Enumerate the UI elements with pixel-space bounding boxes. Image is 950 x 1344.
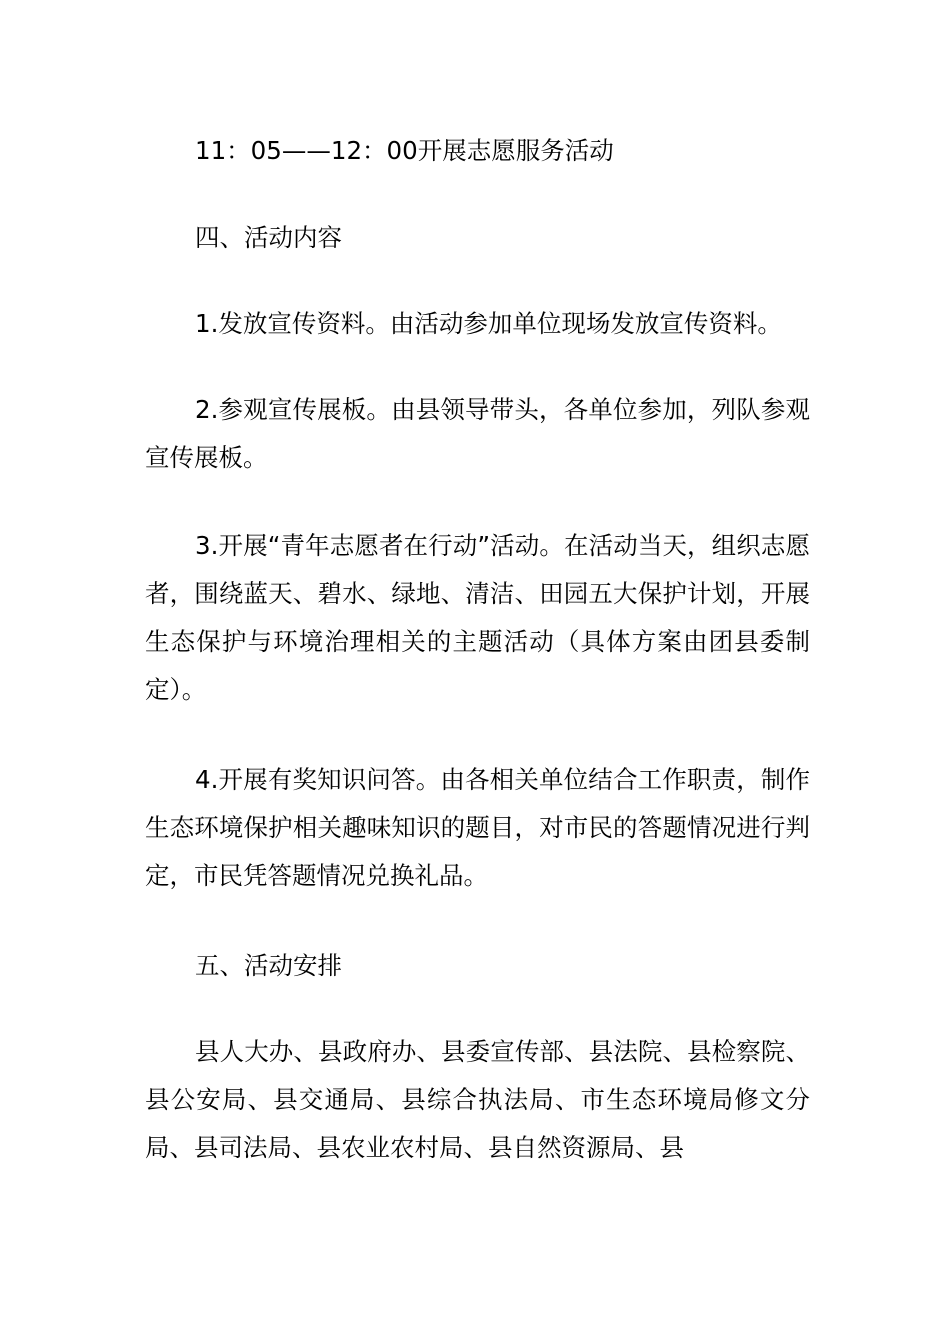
section-heading-activity-content: 四、活动内容 [195,223,342,252]
activity-item-1: 1.发放宣传资料。由活动参加单位现场发放宣传资料。 [195,309,782,338]
activity-item-3: 3.开展“青年志愿者在行动”活动。在活动当天，组织志愿者，围绕蓝天、碧水、绿地、清洁、田园五大保护计划，开展生态保护与环境治理相关的主题活动（具体方案由团县委制定）。 [145,531,810,704]
section-heading-activity-arrangement: 五、活动安排 [195,951,342,980]
activity-item-2: 2.参观宣传展板。由县领导带头，各单位参加，列队参观宣传展板。 [145,395,810,472]
activity-item-4: 4.开展有奖知识问答。由各相关单位结合工作职责，制作生态环境保护相关趣味知识的题目，对市民的答题情况进行判定，市民凭答题情况兑换礼品。 [145,765,810,890]
schedule-line: 11：05——12：00开展志愿服务活动 [195,136,614,165]
participating-units-paragraph: 县人大办、县政府办、县委宣传部、县法院、县检察院、县公安局、县交通局、县综合执法局、市生态环境局修文分局、县司法局、县农业农村局、县自然资源局、县 [145,1037,810,1162]
